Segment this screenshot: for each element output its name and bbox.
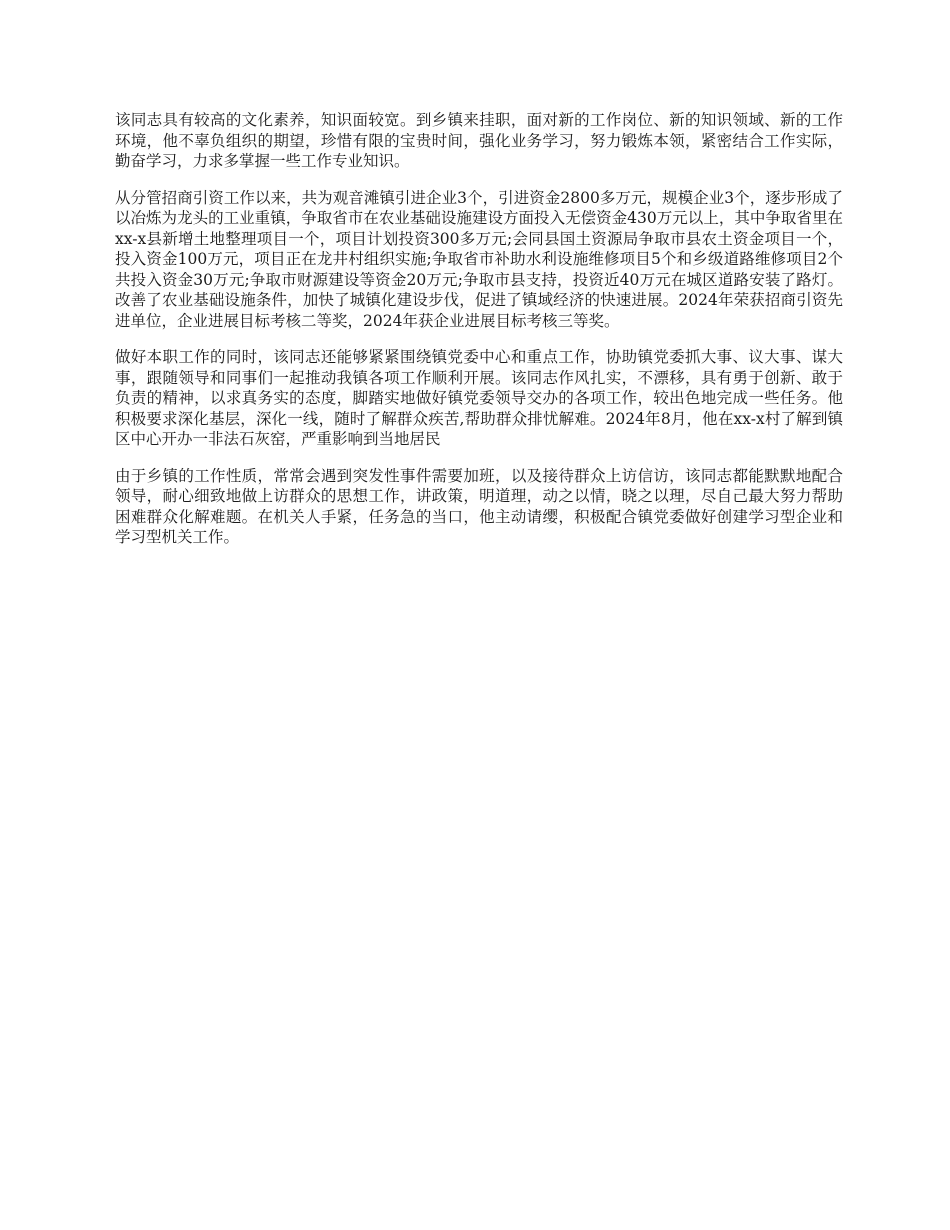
paragraph-4: 由于乡镇的工作性质，常常会遇到突发性事件需要加班，以及接待群众上访信访，该同志都能默默地配合领导，耐心细致地做上访群众的思想工作，讲政策，明道理，动之以情，晓之以理，尽自己最大努力帮助困难群众化解难题。在机关人手紧，任务急的当口，他主动请缨，积极配合镇党委做好创建学习型企业和学习型机关工作。	[115, 466, 843, 546]
document-body	[115, 110, 843, 564]
paragraph-1: 该同志具有较高的文化素养，知识面较宽。到乡镇来挂职，面对新的工作岗位、新的知识领域、新的工作环境，他不辜负组织的期望，珍惜有限的宝贵时间，强化业务学习，努力锻炼本领，紧密结合工作实际，勤奋学习，力求多掌握一些工作专业知识。	[115, 111, 843, 170]
paragraph-2: 从分管招商引资工作以来，共为观音滩镇引进企业3个，引进资金2800多万元，规模企业3个，逐步形成了以冶炼为龙头的工业重镇，争取省市在农业基础设施建设方面投入无偿资金430万元以上，其中争取省里在xx-x县新增土地整理项目一个，项目计划投资300多万元;会同县国土资源局争取市县农土资金项目一个，投入资金100万元，项目正在龙井村组织实施;争取省市补助水利设施维修项目5个和乡级道路维修项目2个共投入资金30万元;争取市财源建设等资金20万元;争取市县支持，投资近40万元在城区道路安装了路灯。改善了农业基础设施条件，加快了城镇化建设步伐，促进了镇域经济的快速进展。2024年荣获招商引资先进单位，企业进展目标考核二等奖，2024年获企业进展目标考核三等奖。	[115, 188, 843, 330]
paragraph-3: 做好本职工作的同时，该同志还能够紧紧围绕镇党委中心和重点工作，协助镇党委抓大事、议大事、谋大事，跟随领导和同事们一起推动我镇各项工作顺利开展。该同志作风扎实，不漂移，具有勇于创新、敢于负责的精神，以求真务实的态度，脚踏实地做好镇党委领导交办的各项工作，较出色地完成一些任务。他积极要求深化基层，深化一线，随时了解群众疾苦,帮助群众排忧解难。2024年8月，他在xx-x村了解到镇区中心开办一非法石灰窑，严重影响到当地居民	[115, 348, 843, 448]
